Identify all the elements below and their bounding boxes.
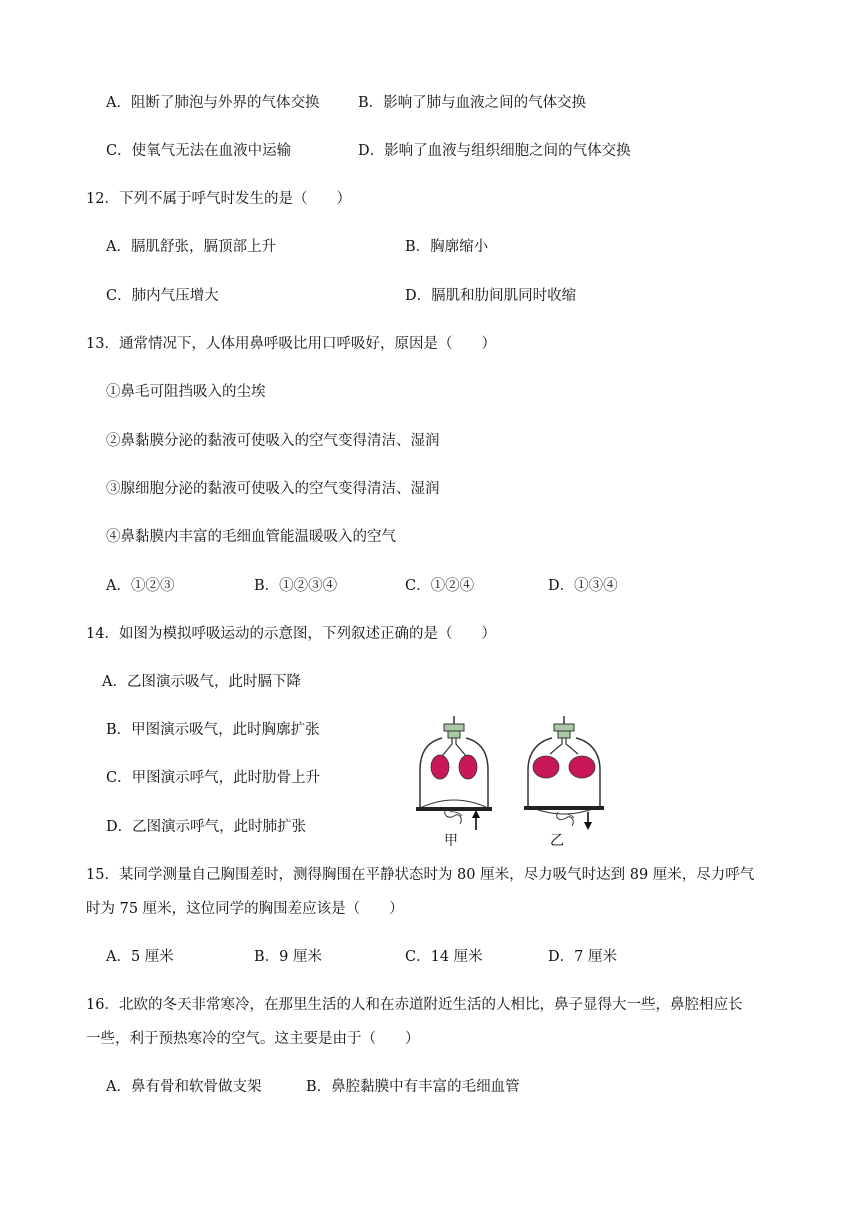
q14-option-b: B．甲图演示吸气，此时胸廓扩张 [106, 722, 320, 738]
q13-statement-4: ④鼻黏膜内丰富的毛细血管能温暖吸入的空气 [106, 529, 396, 545]
q12-option-c: C．肺内气压增大 [106, 288, 219, 304]
q13-stem: 13．通常情况下，人体用鼻呼吸比用口呼吸好，原因是（ ） [86, 336, 496, 352]
q11-option-a: A．阻断了肺泡与外界的气体交换 [106, 95, 320, 111]
q13-option-a: A．①②③ [106, 578, 175, 594]
q12-option-a: A．膈肌舒张，膈顶部上升 [106, 239, 276, 255]
q12-stem: 12．下列不属于呼气时发生的是（ ） [86, 191, 351, 207]
q14-option-d: D．乙图演示呼气，此时肺扩张 [106, 819, 307, 835]
q13-option-c: C．①②④ [405, 578, 475, 594]
q14-option-a: A．乙图演示吸气，此时膈下降 [102, 674, 301, 690]
q11-option-d: D．影响了血液与组织细胞之间的气体交换 [358, 143, 631, 159]
q15-stem-line2: 时为 75 厘米，这位同学的胸围差应该是（ ） [86, 901, 404, 917]
q16-option-a: A．鼻有骨和软骨做支架 [106, 1079, 262, 1095]
q16-stem-line2: 一些，利于预热寒冷的空气。这主要是由于（ ） [86, 1031, 420, 1047]
q13-statement-1: ①鼻毛可阻挡吸入的尘埃 [106, 384, 266, 400]
q13-option-d: D．①③④ [548, 578, 618, 594]
bell-jar-right [524, 716, 604, 830]
q12-option-d: D．膈肌和肋间肌同时收缩 [405, 288, 577, 304]
q14-stem: 14．如图为模拟呼吸运动的示意图，下列叙述正确的是（ ） [86, 626, 496, 642]
q14-option-c: C．甲图演示呼气，此时肋骨上升 [106, 770, 321, 786]
figure-label-yi: 乙 [550, 833, 564, 849]
q15-option-b: B．9 厘米 [254, 949, 322, 965]
q12-option-b: B．胸廓缩小 [405, 239, 489, 255]
q16-option-b: B．鼻腔黏膜中有丰富的毛细血管 [306, 1079, 520, 1095]
bell-jar-left [416, 716, 492, 830]
q16-stem-line1: 16．北欧的冬天非常寒冷，在那里生活的人和在赤道附近生活的人相比，鼻子显得大一些，鼻腔相应长 [86, 997, 743, 1013]
q15-option-d: D．7 厘米 [548, 949, 617, 965]
q15-option-a: A．5 厘米 [106, 949, 174, 965]
q11-option-c: C．使氧气无法在血液中运输 [106, 143, 292, 159]
q13-statement-3: ③腺细胞分泌的黏液可使吸入的空气变得清洁、湿润 [106, 481, 440, 497]
breathing-model-diagram [412, 712, 612, 852]
q13-option-b: B．①②③④ [254, 578, 338, 594]
q13-statement-2: ②鼻黏膜分泌的黏液可使吸入的空气变得清洁、湿润 [106, 433, 440, 449]
breathing-model-figure [412, 712, 612, 852]
q15-option-c: C．14 厘米 [405, 949, 483, 965]
q15-stem-line1: 15．某同学测量自己胸围差时，测得胸围在平静状态时为 80 厘米，尽力吸气时达到 89 厘米，尽力呼气 [86, 867, 755, 883]
q11-option-b: B．影响了肺与血液之间的气体交换 [358, 95, 587, 111]
figure-label-jia: 甲 [444, 833, 458, 849]
